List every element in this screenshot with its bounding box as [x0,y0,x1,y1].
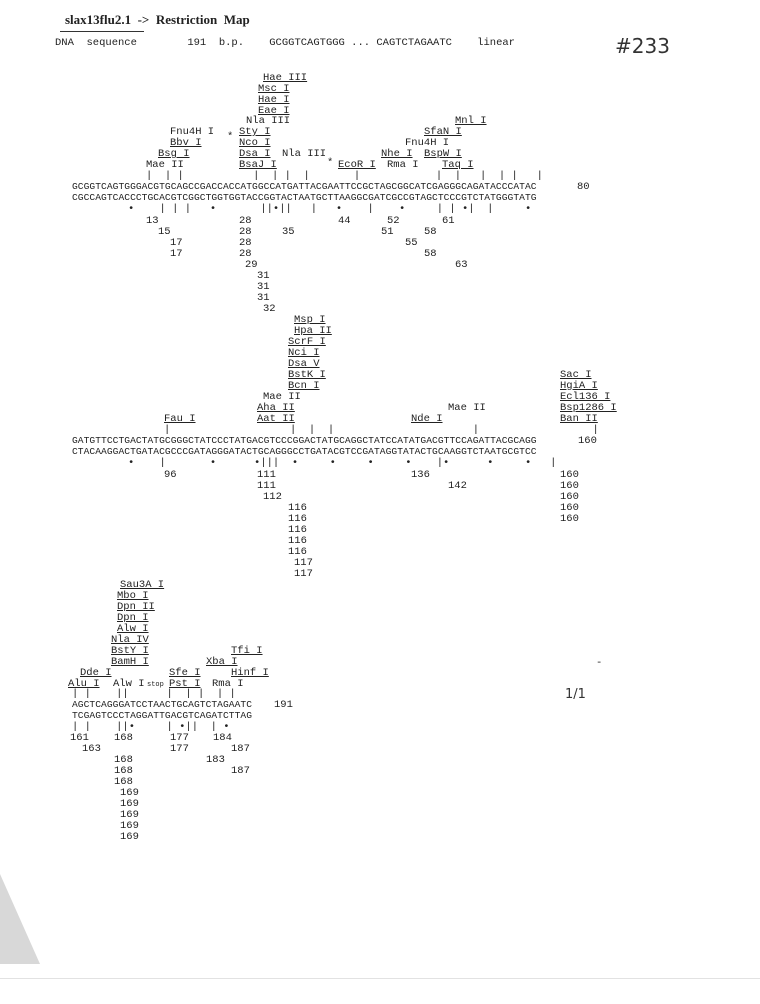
position-number: 169 [120,820,139,832]
position-number: 15 [158,226,171,238]
enzyme-label: Mae II [263,391,301,403]
title-underline [60,31,144,32]
position-number: 13 [146,215,159,227]
position-number: 160 [560,502,579,514]
enzyme-label: Hpa II [294,325,332,337]
enzyme-label: Nla III [246,115,291,127]
enzyme-label: Nhe I [381,148,413,160]
enzyme-label: Ban II [560,413,598,425]
enzyme-label: Mae II [146,159,184,171]
position-number: 32 [263,303,276,315]
enzyme-label: Xba I [206,656,238,668]
enzyme-label: Mbo I [117,590,149,602]
enzyme-label: BstY I [111,645,149,657]
position-number: 142 [448,480,467,492]
position-number: 160 [560,513,579,525]
enzyme-label: EcoR I [338,159,376,171]
position-number: 17 [170,237,183,249]
stop-mark: stop [147,681,164,689]
enzyme-label: Ecl136 I [560,391,611,403]
position-number: 35 [282,226,295,238]
position-number: 55 [405,237,418,249]
position-number: 187 [231,743,250,755]
position-number: 168 [114,732,133,744]
position-number: 116 [288,513,307,525]
position-number: 29 [245,259,258,271]
annotation-star: * [327,157,334,169]
enzyme-label: Hae III [263,72,308,84]
position-number: 52 [387,215,400,227]
enzyme-label: Dpn II [117,601,155,613]
enzyme-label: Msp I [294,314,326,326]
bottom-strand: TCGAGTCCCTAGGATTGACGTCAGATCTTAG [72,710,253,721]
position-number: 117 [294,557,313,569]
enzyme-label: ScrF I [288,336,326,348]
position-number: 28 [239,226,252,238]
enzyme-label: Nco I [239,137,271,149]
page-bottom-edge [0,978,760,979]
position-number: 169 [120,831,139,843]
position-number: 160 [560,469,579,481]
position-number: 44 [338,215,351,227]
bottom-strand: CGCCAGTCACCCTGCACGTCGGCTGGTGGTACCGGTACTAATGCTTAAGGCGATCGCCGTAGCTCCCGTCTATGGGTATG [72,192,537,203]
annotation-star: * [227,131,234,143]
position-number: 28 [239,215,252,227]
position-number: 168 [114,776,133,788]
position-number: 58 [424,226,437,238]
position-number: 183 [206,754,225,766]
enzyme-label: Msc I [258,83,290,95]
enzyme-label: Sty I [239,126,271,138]
enzyme-label: Dde I [80,667,112,679]
position-number: 116 [288,524,307,536]
enzyme-label: Sau3A I [120,579,165,591]
enzyme-label: SfaN I [424,126,462,138]
position-number: 187 [231,765,250,777]
position-number: 177 [170,732,189,744]
sequence-info: DNA sequence 191 b.p. GCGGTCAGTGGG ... CAGTCTAGAATC linear [55,37,515,49]
position-number: 169 [120,787,139,799]
enzyme-label: Bcn I [288,380,320,392]
page-title: slax13flu2.1 -> Restriction Map [65,12,250,27]
position-number: 61 [442,215,455,227]
enzyme-label: BamH I [111,656,149,668]
top-strand: AGCTCAGGGATCCTAACTGCAGTCTAGAATC [72,699,253,710]
end-position: 191 [274,699,293,711]
enzyme-label: Fnu4H I [170,126,215,138]
enzyme-label: Alw I [113,678,145,690]
enzyme-label: Nla IV [111,634,149,646]
top-strand: GCGGTCAGTGGGACGTGCAGCCGACCACCATGGCCATGATTACGAATTCCGCTAGCGGCATCGAGGGCAGATACCCATAC [72,181,537,192]
stray-dash: - [596,657,603,669]
enzyme-label: Nde I [411,413,443,425]
enzyme-label: Nla III [282,148,327,160]
enzyme-label: Fnu4H I [405,137,450,149]
enzyme-label: Alu I [68,678,100,690]
enzyme-label: Aat II [257,413,295,425]
position-number: 160 [560,491,579,503]
side-mark: 1/1 [565,687,586,702]
enzyme-label: Tfi I [231,645,263,657]
cut-site-ticks: | | | | | | | | | | | | | | [146,170,543,182]
enzyme-label: Dpn I [117,612,149,624]
position-number: 184 [213,732,232,744]
handwritten-note: #233 [615,34,670,58]
position-number: 168 [114,765,133,777]
position-number: 111 [257,469,276,481]
enzyme-label: BsaJ I [239,159,277,171]
position-number: 117 [294,568,313,580]
enzyme-label: Pst I [169,678,201,690]
position-number: 116 [288,535,307,547]
position-number: 51 [381,226,394,238]
enzyme-label: Fau I [164,413,196,425]
position-number: 111 [257,480,276,492]
position-number: 161 [70,732,89,744]
position-number: 31 [257,270,270,282]
top-strand: GATGTTCCTGACTATGCGGGCTATCCCTATGACGTCCCGGACTATGCAGGCTATCCATATGACGTTCCAGATTACGCAGG [72,435,537,446]
scan-fold-shadow [0,874,40,964]
enzyme-label: Rma I [212,678,244,690]
position-number: 177 [170,743,189,755]
bottom-strand: CTACAAGGACTGATACGCCCGATAGGGATACTGCAGGGCCTGATACGTCCGATAGGTATACTGCAAGGTCTAATGCGTCC [72,446,537,457]
end-position: 160 [578,435,597,447]
enzyme-label: BstK I [288,369,326,381]
cut-site-ticks: | | || | | | | | [72,688,236,700]
enzyme-label: Bbv I [170,137,202,149]
position-number: 31 [257,281,270,293]
enzyme-label: Rma I [387,159,419,171]
position-number: 136 [411,469,430,481]
position-number: 168 [114,754,133,766]
position-number: 112 [263,491,282,503]
enzyme-label: Mnl I [455,115,487,127]
enzyme-label: Taq I [442,159,474,171]
enzyme-label: Aha II [257,402,295,414]
position-number: 31 [257,292,270,304]
enzyme-label: Bsg I [158,148,190,160]
position-number: 58 [424,248,437,260]
position-number: 169 [120,798,139,810]
enzyme-label: Dsa I [239,148,271,160]
dot-ticks: • | • •||| • • • • |• • • | [128,457,557,469]
position-number: 163 [82,743,101,755]
enzyme-label: BspW I [424,148,462,160]
enzyme-label: Eae I [258,105,290,117]
enzyme-label: Mae II [448,402,486,414]
position-number: 63 [455,259,468,271]
position-number: 17 [170,248,183,260]
position-number: 116 [288,502,307,514]
enzyme-label: Hae I [258,94,290,106]
cut-site-ticks: | | | | | | [164,424,599,436]
enzyme-label: Alw I [117,623,149,635]
position-number: 28 [239,237,252,249]
position-number: 169 [120,809,139,821]
dot-ticks: | | ||• | •|| | • [72,721,230,733]
enzyme-label: Bsp1286 I [560,402,617,414]
position-number: 160 [560,480,579,492]
position-number: 116 [288,546,307,558]
enzyme-label: Dsa V [288,358,320,370]
enzyme-label: Sfe I [169,667,201,679]
enzyme-label: HgiA I [560,380,598,392]
end-position: 80 [577,181,590,193]
enzyme-label: Sac I [560,369,592,381]
enzyme-label: Hinf I [231,667,269,679]
position-number: 28 [239,248,252,260]
enzyme-label: Nci I [288,347,320,359]
dot-ticks: • | | | • ||•|| | • | • | | •| | • [128,203,532,215]
position-number: 96 [164,469,177,481]
